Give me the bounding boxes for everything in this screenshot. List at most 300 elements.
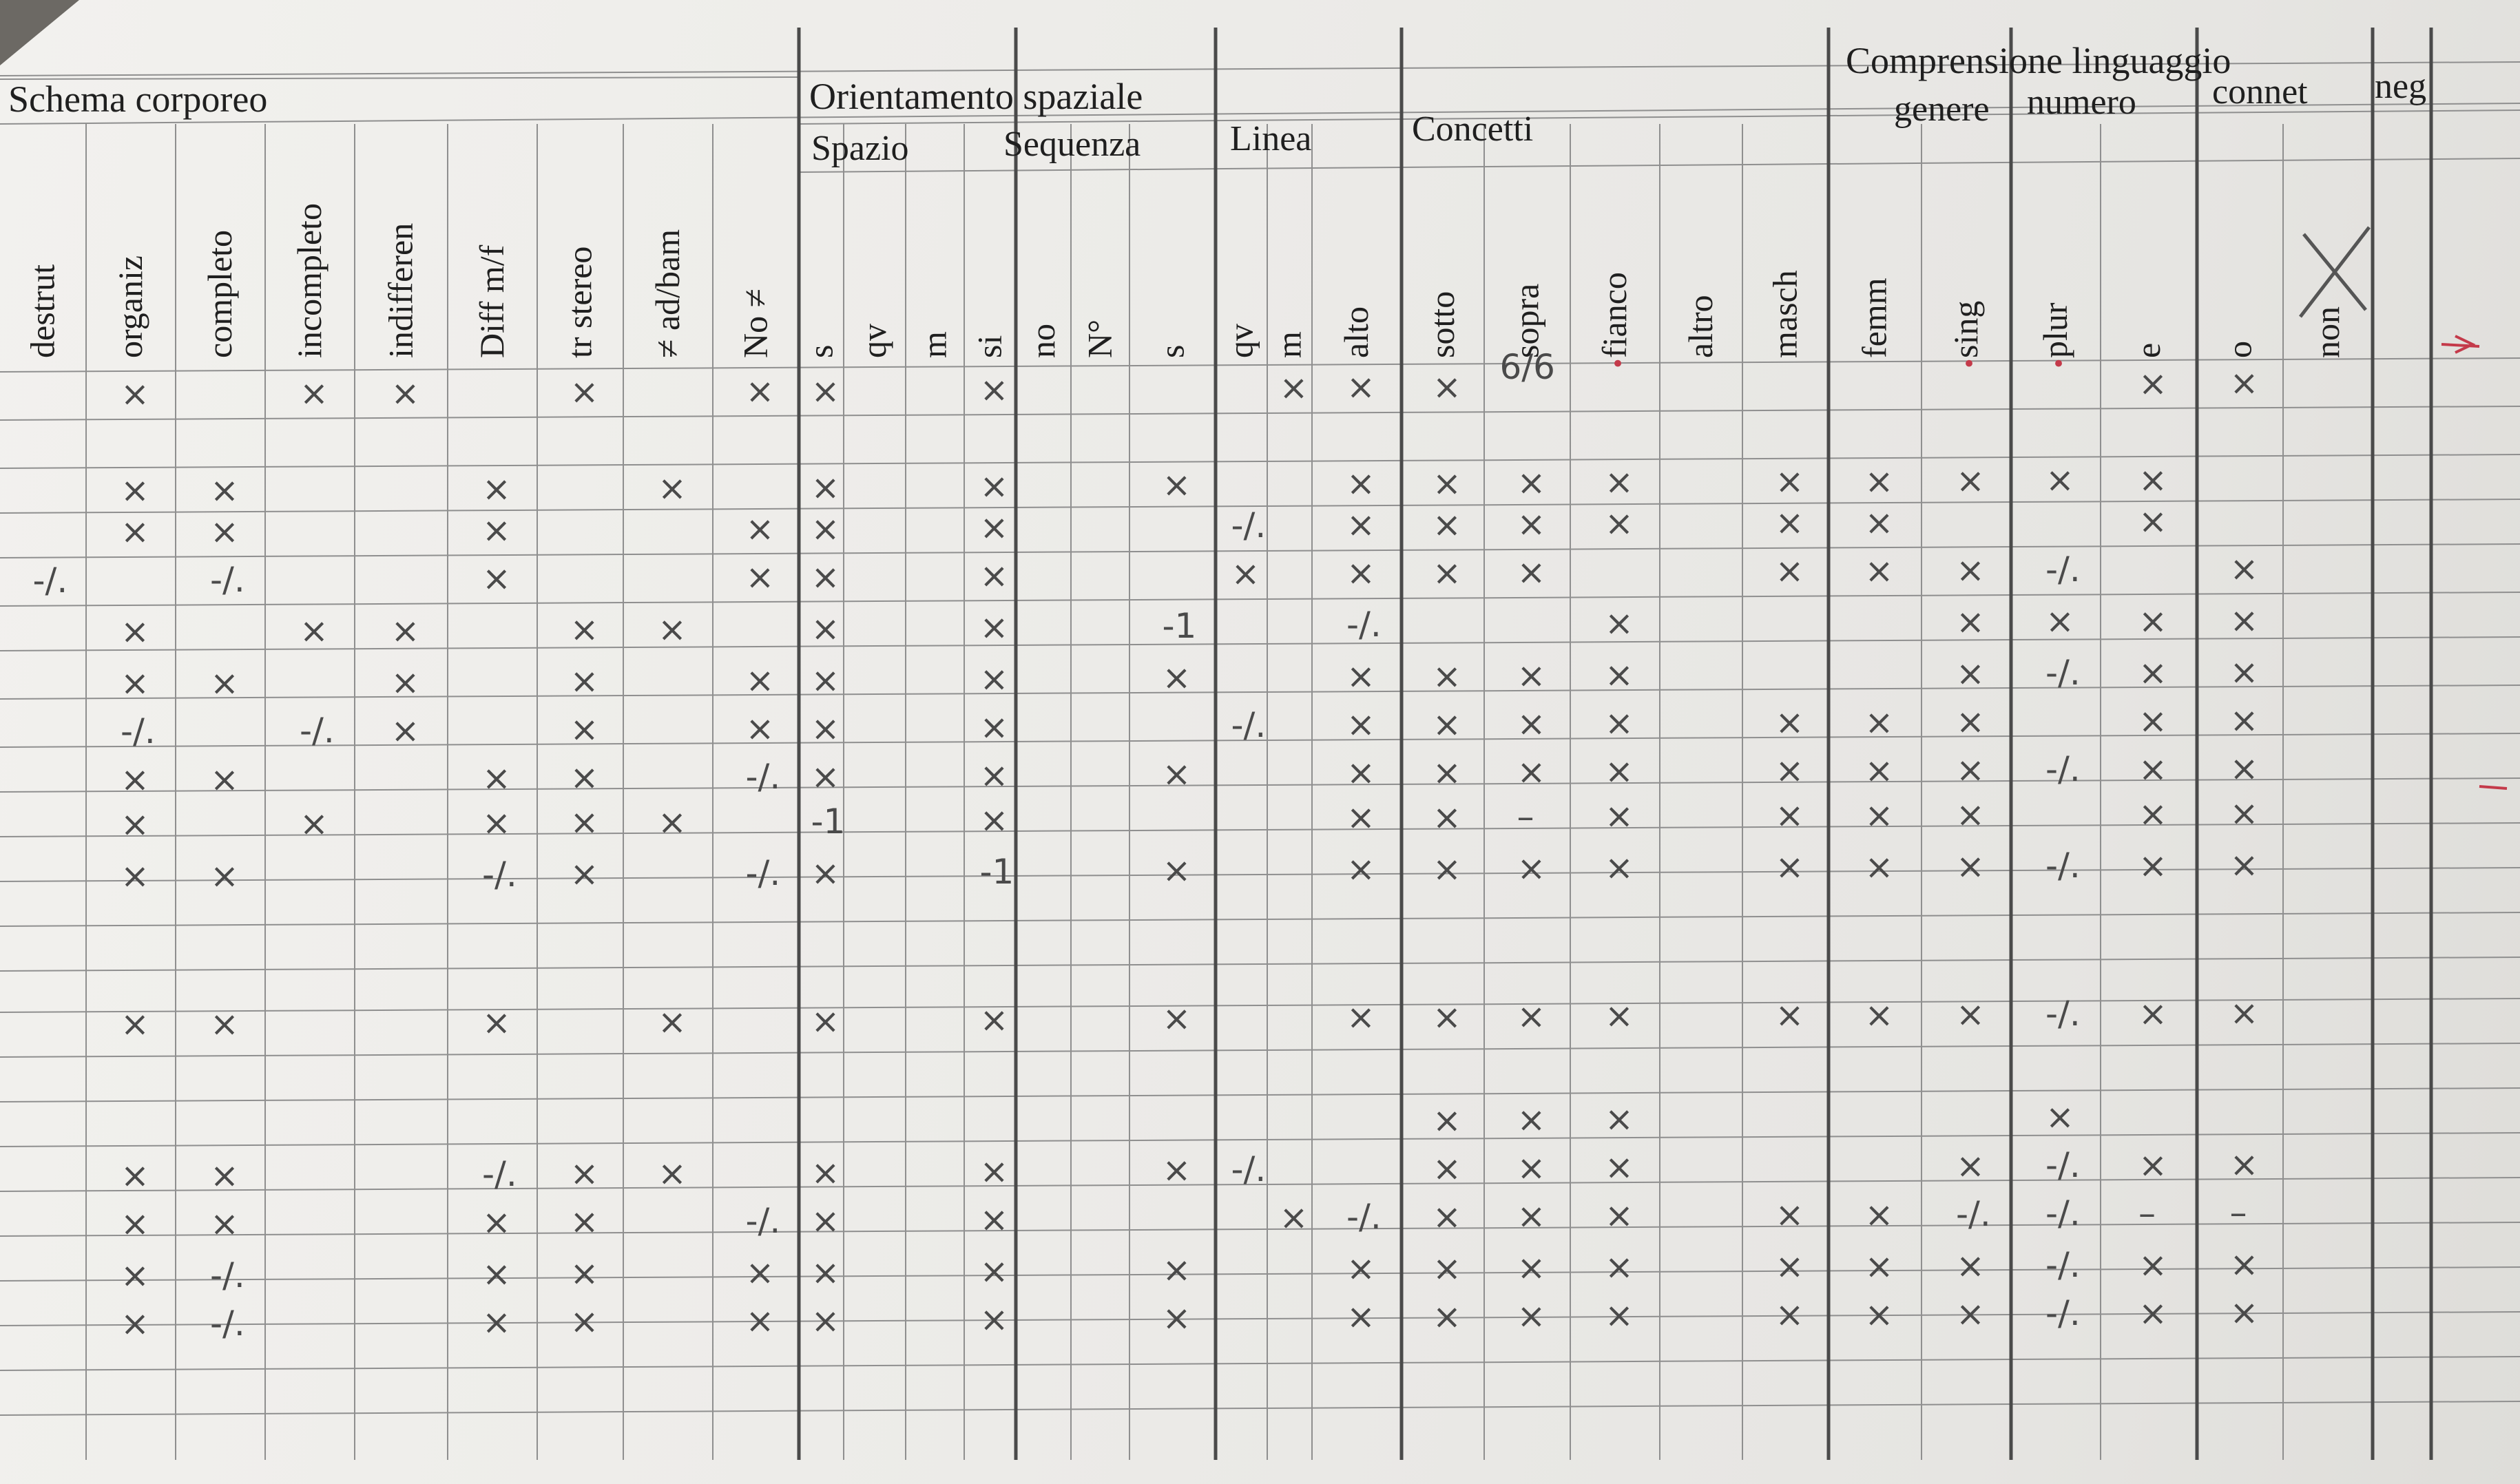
column-header-28: o	[2220, 341, 2259, 358]
tally-mark: ×	[979, 659, 1009, 699]
tally-mark: ×	[210, 760, 239, 800]
tally-mark: ×	[2229, 600, 2259, 640]
tally-mark: ×	[210, 1004, 239, 1044]
tally-mark: ×	[1956, 1294, 1985, 1334]
tally-mark: ×	[979, 1151, 1009, 1191]
tally-mark: ×	[658, 468, 687, 508]
tally-mark: ×	[1864, 1195, 1894, 1235]
tally-mark: ×	[1517, 848, 1546, 888]
tally-mark: ×	[2229, 1244, 2259, 1284]
tally-mark: ×	[1433, 1100, 1461, 1140]
tally-mark: ×	[2229, 549, 2259, 589]
tally-mark: ×	[1433, 1149, 1461, 1189]
subheader-genere: genere	[1894, 90, 1990, 129]
tally-mark: ×	[979, 1000, 1009, 1040]
tally-mark: ×	[482, 558, 511, 598]
column-header-23: masch	[1765, 270, 1804, 358]
column-header-2: completo	[200, 229, 239, 358]
column-header-3: incompleto	[290, 203, 329, 358]
tally-mark: -/.	[482, 855, 517, 895]
tally-mark: ×	[1162, 999, 1191, 1038]
tally-mark: ×	[1517, 1248, 1546, 1288]
tally-mark: ×	[2138, 994, 2167, 1034]
tally-mark: ×	[121, 1156, 149, 1195]
tally-mark: ×	[658, 1153, 687, 1193]
tally-mark: ×	[811, 1301, 840, 1341]
tally-mark: ×	[1162, 465, 1191, 505]
tally-mark: ×	[482, 1302, 511, 1342]
tally-mark: ×	[121, 804, 149, 844]
tally-mark: -/.	[1231, 505, 1267, 545]
tally-mark: ×	[2045, 601, 2074, 641]
tally-mark: ×	[1433, 1248, 1461, 1288]
grid-row-line	[0, 1401, 2520, 1415]
tally-mark: ×	[1605, 1099, 1634, 1139]
tally-mark: ×	[811, 1153, 840, 1193]
tally-mark: ×	[811, 509, 840, 549]
group-header-comprensione-linguaggio: Comprensione linguaggio	[1846, 40, 2231, 81]
tally-mark: ×	[121, 1204, 149, 1244]
tally-mark: ×	[570, 802, 599, 842]
tally-mark: ×	[979, 607, 1009, 647]
tally-mark: ×	[2138, 501, 2167, 541]
column-header-18: alto	[1337, 306, 1375, 358]
column-header-17: m	[1269, 331, 1309, 358]
tally-mark: -/.	[210, 1304, 245, 1344]
tally-mark: ×	[210, 856, 239, 896]
tally-mark: ×	[1864, 702, 1894, 742]
tally-mark: ×	[482, 758, 511, 798]
subheader-numero: numero	[2027, 83, 2136, 122]
column-header-20: sopra	[1507, 283, 1546, 358]
tally-mark: ×	[745, 509, 775, 549]
tally-mark: ×	[482, 1202, 511, 1242]
tally-mark: ×	[1162, 754, 1191, 794]
tally-mark: ×	[2229, 749, 2259, 788]
tally-mark: ×	[1346, 553, 1375, 593]
tally-mark: ×	[1231, 554, 1260, 594]
column-headers	[23, 203, 2370, 358]
tally-mark: ×	[1775, 995, 1804, 1035]
tally-mark: ×	[121, 1304, 149, 1344]
tally-mark: -/.	[2045, 1145, 2081, 1185]
tally-mark: ×	[1433, 656, 1461, 696]
tally-mark: ×	[1346, 367, 1375, 407]
tally-mark: ×	[2138, 701, 2167, 741]
tally-mark: ×	[1346, 704, 1375, 744]
tally-mark: -1	[811, 802, 846, 842]
column-header-14: N°	[1080, 319, 1119, 358]
tally-mark: ×	[391, 611, 420, 651]
tally-mark: -/.	[745, 853, 781, 893]
tally-mark: ×	[1605, 462, 1634, 502]
tally-mark: ×	[2229, 363, 2259, 403]
tally-mark: -/.	[745, 757, 781, 797]
subheader-linea: Linea	[1230, 119, 1312, 158]
column-header-6: tr stereo	[560, 246, 599, 358]
tally-mark: ×	[1605, 1195, 1634, 1235]
grid-row-line	[0, 1133, 2520, 1147]
tally-mark: ×	[811, 709, 840, 749]
grid-row-line	[0, 406, 2520, 420]
tally-mark: ×	[979, 1299, 1009, 1339]
tally-mark: ×	[658, 1002, 687, 1042]
tally-mark: ×	[1433, 849, 1461, 889]
tally-mark: ×	[1433, 797, 1461, 837]
tally-mark: ×	[1605, 655, 1634, 695]
tally-mark: ×	[300, 611, 329, 651]
tally-mark: ×	[1864, 795, 1894, 835]
tally-mark: ×	[1517, 704, 1546, 744]
tally-mark: ×	[570, 1202, 599, 1242]
tally-mark: ×	[570, 1153, 599, 1193]
tally-mark: ×	[1162, 1150, 1191, 1190]
column-header-9: s	[801, 344, 840, 358]
tally-mark: ×	[1775, 702, 1804, 742]
tally-mark: ×	[482, 510, 511, 550]
tally-mark: -/.	[2045, 749, 2081, 789]
tally-mark: -/.	[1346, 1197, 1382, 1237]
column-header-26: plur	[2036, 302, 2074, 358]
score-mark: 6/6	[1499, 347, 1555, 387]
tally-mark: ×	[1605, 751, 1634, 791]
tally-mark: -/.	[2045, 994, 2081, 1034]
tally-mark: ×	[570, 709, 599, 749]
tally-mark: ×	[2138, 1245, 2167, 1285]
tally-mark: -/.	[32, 561, 68, 600]
tally-mark: ×	[1605, 1147, 1634, 1187]
tally-mark: ×	[1346, 849, 1375, 889]
tally-mark: ×	[1956, 702, 1985, 742]
tally-mark: ×	[1279, 368, 1309, 408]
tally-mark: ×	[1517, 1148, 1546, 1188]
tally-mark: ×	[570, 372, 599, 412]
tally-mark: ×	[1433, 704, 1461, 744]
tally-mark: -/.	[300, 711, 335, 751]
grid-row-line	[0, 1088, 2520, 1102]
tally-mark: ×	[1864, 751, 1894, 791]
tally-mark: ×	[1346, 505, 1375, 545]
tally-mark: -/.	[1231, 705, 1267, 745]
tally-mark: -/.	[210, 560, 245, 600]
tally-mark: ×	[1956, 461, 1985, 501]
red-dot-mark: •	[1611, 351, 1625, 378]
tally-mark: ×	[2138, 794, 2167, 834]
tally-mark: ×	[482, 803, 511, 843]
tally-mark: -/.	[482, 1154, 517, 1194]
column-header-25: sing	[1946, 300, 1985, 358]
tally-mark: ×	[121, 374, 149, 414]
tally-mark: ×	[2138, 846, 2167, 886]
tally-mark: ×	[2045, 460, 2074, 500]
tally-mark: ×	[811, 609, 840, 649]
tally-mark: ×	[1433, 505, 1461, 545]
tally-mark: ×	[210, 663, 239, 703]
tally-mark: ×	[2229, 845, 2259, 885]
tally-mark: -/.	[1956, 1194, 1991, 1234]
column-header-5: Diff m/f	[472, 244, 511, 358]
tally-mark: ×	[1433, 1297, 1461, 1337]
tally-mark: ×	[121, 856, 149, 896]
tally-mark: ×	[1433, 753, 1461, 793]
tally-mark: ×	[745, 557, 775, 597]
tally-mark: ×	[1433, 553, 1461, 593]
tally-mark: ×	[811, 557, 840, 597]
tally-mark: ×	[2138, 364, 2167, 404]
tally-mark: ×	[2229, 700, 2259, 740]
tally-mark: ×	[1517, 1100, 1546, 1140]
column-header-1: organiz	[111, 255, 149, 358]
tally-mark: ×	[1279, 1198, 1309, 1237]
tally-mark: ×	[1346, 997, 1375, 1037]
tally-mark: ×	[1517, 656, 1546, 696]
tally-mark: ×	[1346, 753, 1375, 793]
tally-mark: ×	[979, 508, 1009, 547]
column-header-8: No ≠	[736, 288, 775, 358]
tally-mark: ×	[1775, 751, 1804, 791]
subheader-spazio: Spazio	[811, 129, 909, 168]
tally-mark: ×	[300, 373, 329, 413]
tally-mark: ×	[979, 800, 1009, 840]
tally-mark: -/.	[2045, 1245, 2081, 1285]
column-header-13: no	[1023, 324, 1062, 358]
tally-mark: ×	[811, 660, 840, 700]
tally-mark: ×	[2138, 460, 2167, 500]
tally-mark: ×	[1162, 658, 1191, 698]
column-header-11: m	[915, 331, 954, 358]
tally-mark: ×	[300, 804, 329, 844]
tally-mark: ×	[1605, 703, 1634, 743]
tally-mark: ×	[811, 757, 840, 797]
tally-mark: –	[2138, 1193, 2156, 1233]
tally-mark: -/.	[2045, 653, 2081, 693]
tally-mark: ×	[121, 612, 149, 651]
tally-mark: ×	[1864, 461, 1894, 501]
red-dot-mark: •	[2052, 351, 2066, 378]
tally-mark: ×	[1433, 997, 1461, 1037]
column-header-12: si	[970, 335, 1009, 358]
tally-mark: ×	[1346, 656, 1375, 696]
tally-mark: ×	[1775, 1295, 1804, 1335]
column-header-16: qv	[1221, 324, 1260, 358]
tally-mark: ×	[121, 1004, 149, 1044]
column-header-0: destrut	[23, 264, 62, 358]
tally-mark: ×	[1864, 1246, 1894, 1286]
tally-mark: ×	[979, 370, 1009, 410]
tally-mark: ×	[979, 556, 1009, 596]
tally-mark: ×	[658, 609, 687, 649]
tally-mark: -/.	[121, 711, 156, 751]
tally-mark: ×	[1956, 1246, 1985, 1286]
tally-mark: ×	[745, 660, 775, 700]
tally-mark: ×	[979, 707, 1009, 747]
tally-mark: ×	[570, 1253, 599, 1293]
tally-mark: ×	[2138, 653, 2167, 693]
tally-mark: ×	[1956, 994, 1985, 1034]
tally-mark: ×	[1162, 850, 1191, 890]
grid-row-line	[0, 1043, 2520, 1057]
tally-mark: -/.	[2045, 550, 2081, 589]
tally-mark: ×	[1775, 503, 1804, 543]
tally-mark: ×	[2229, 1145, 2259, 1184]
tally-mark: -/.	[1346, 605, 1382, 645]
subheader-neg: neg	[2375, 67, 2427, 106]
tally-mark: ×	[121, 760, 149, 800]
tally-mark: ×	[482, 469, 511, 509]
tally-mark: ×	[1775, 1195, 1804, 1235]
tally-mark: -/.	[2045, 1193, 2081, 1233]
tally-mark: ×	[1956, 602, 1985, 642]
column-header-15: s	[1152, 344, 1191, 358]
tally-mark: ×	[1775, 551, 1804, 591]
tally-mark: ×	[1517, 1296, 1546, 1336]
column-header-24: femm	[1855, 278, 1894, 358]
tally-mark: ×	[811, 468, 840, 508]
tally-mark: ×	[811, 371, 840, 411]
tally-mark: –	[2229, 1193, 2247, 1233]
tally-mark: ×	[979, 466, 1009, 506]
tally-mark: ×	[1162, 1298, 1191, 1338]
tally-mark: ×	[745, 1301, 775, 1341]
tally-mark: ×	[745, 1253, 775, 1293]
grid-row-line	[0, 912, 2520, 926]
subheader-concetti: Concetti	[1412, 109, 1534, 149]
tally-mark: ×	[2138, 749, 2167, 789]
tally-mark: ×	[1517, 504, 1546, 544]
column-header-4: indifferen	[381, 222, 420, 358]
tally-mark: ×	[1517, 463, 1546, 503]
tally-mark: ×	[1956, 846, 1985, 886]
tally-mark: ×	[391, 373, 420, 413]
tally-mark: ×	[210, 512, 239, 552]
tally-mark: ×	[1956, 750, 1985, 790]
tally-mark: ×	[1605, 603, 1634, 643]
tally-mark: ×	[1605, 1247, 1634, 1287]
tally-mark: ×	[1433, 1197, 1461, 1237]
tally-mark: ×	[391, 662, 420, 702]
tally-mark: ×	[210, 1156, 239, 1195]
tally-mark: ×	[745, 709, 775, 749]
tally-mark: ×	[745, 371, 775, 411]
tally-mark: -/.	[210, 1255, 245, 1295]
tally-mark: ×	[2045, 1097, 2074, 1137]
tally-mark: ×	[570, 854, 599, 894]
tally-mark: -/.	[1231, 1149, 1267, 1189]
tally-mark: ×	[1605, 796, 1634, 836]
column-header-29: non	[2308, 306, 2346, 358]
tally-mark: -/.	[745, 1201, 781, 1241]
red-dot-mark: •	[1962, 351, 1977, 378]
tally-mark: ×	[811, 1201, 840, 1241]
tally-mark: ×	[121, 470, 149, 510]
subheader-sequenza: Sequenza	[1003, 125, 1141, 164]
tally-mark: ×	[1517, 996, 1546, 1036]
tally-mark: ×	[121, 1255, 149, 1295]
red-arrow-mark	[2441, 336, 2479, 353]
tally-mark: ×	[210, 1204, 239, 1244]
tally-mark: ×	[1433, 367, 1461, 407]
tally-mark: ×	[2229, 993, 2259, 1033]
tally-mark: ×	[1346, 1297, 1375, 1337]
tally-mark: ×	[1346, 1248, 1375, 1288]
tally-mark: ×	[979, 1251, 1009, 1291]
tally-mark: ×	[1517, 552, 1546, 592]
tally-mark: ×	[1605, 848, 1634, 888]
column-header-22: altro	[1681, 295, 1720, 358]
tally-mark: ×	[1775, 847, 1804, 887]
tally-mark: ×	[1162, 1250, 1191, 1290]
tally-mark: ×	[1605, 996, 1634, 1036]
tally-mark: ×	[1956, 550, 1985, 590]
grid-row-line	[0, 544, 2520, 558]
tally-mark: ×	[391, 711, 420, 751]
tally-mark: ×	[2229, 793, 2259, 833]
tally-mark: ×	[2138, 601, 2167, 641]
tally-mark: ×	[2229, 652, 2259, 692]
tally-mark: ×	[1346, 463, 1375, 503]
tally-mark: -1	[979, 852, 1014, 892]
tally-mark: ×	[482, 1254, 511, 1294]
grid-row-line	[0, 1357, 2520, 1370]
column-header-7: ≠ ad/bam	[648, 229, 687, 358]
tally-mark: -1	[1162, 606, 1197, 646]
group-header-orientamento-spaziale: Orientamento spaziale	[809, 76, 1143, 117]
tally-mark: ×	[1864, 551, 1894, 591]
tally-mark: ×	[2138, 1293, 2167, 1333]
tally-mark: ×	[1517, 752, 1546, 792]
tally-mark: ×	[1956, 795, 1985, 835]
tally-mark: ×	[482, 1003, 511, 1043]
tally-mark: –	[1517, 797, 1534, 837]
column-header-27: e	[2129, 342, 2167, 358]
tally-mark: ×	[2229, 1293, 2259, 1333]
tally-mark: ×	[1956, 1146, 1985, 1186]
tally-mark: ×	[1956, 654, 1985, 693]
tally-mark: ×	[570, 661, 599, 701]
tally-mark: ×	[1775, 461, 1804, 501]
column-header-21: fianco	[1595, 272, 1634, 358]
tally-mark: ×	[658, 802, 687, 842]
tally-mark: ×	[210, 470, 239, 510]
tally-mark: ×	[1775, 795, 1804, 835]
tally-mark: ×	[811, 1253, 840, 1293]
tally-mark: ×	[1775, 1246, 1804, 1286]
tally-mark: ×	[1346, 797, 1375, 837]
tally-mark: ×	[121, 663, 149, 703]
tally-mark: ×	[1864, 847, 1894, 887]
subheader-connet: connet	[2212, 72, 2308, 112]
tally-mark: ×	[979, 1200, 1009, 1240]
tally-mark: ×	[570, 1302, 599, 1341]
tally-mark: ×	[811, 853, 840, 893]
tally-mark: ×	[1864, 995, 1894, 1035]
tally-mark: ×	[1605, 503, 1634, 543]
red-dash-mark	[2479, 786, 2507, 788]
grid-row-line	[0, 957, 2520, 971]
tally-mark: ×	[2138, 1145, 2167, 1185]
tally-mark: ×	[1864, 503, 1894, 543]
tally-mark: -/.	[2045, 846, 2081, 886]
column-header-19: sotto	[1423, 291, 1461, 358]
tally-mark: ×	[1433, 463, 1461, 503]
tally-mark: ×	[1605, 1295, 1634, 1335]
tally-mark: -/.	[2045, 1293, 2081, 1333]
tally-mark: ×	[1517, 1196, 1546, 1236]
tally-mark: ×	[811, 1001, 840, 1041]
tally-mark: ×	[570, 609, 599, 649]
column-header-10: qv	[855, 324, 893, 358]
tally-mark: ×	[979, 755, 1009, 795]
